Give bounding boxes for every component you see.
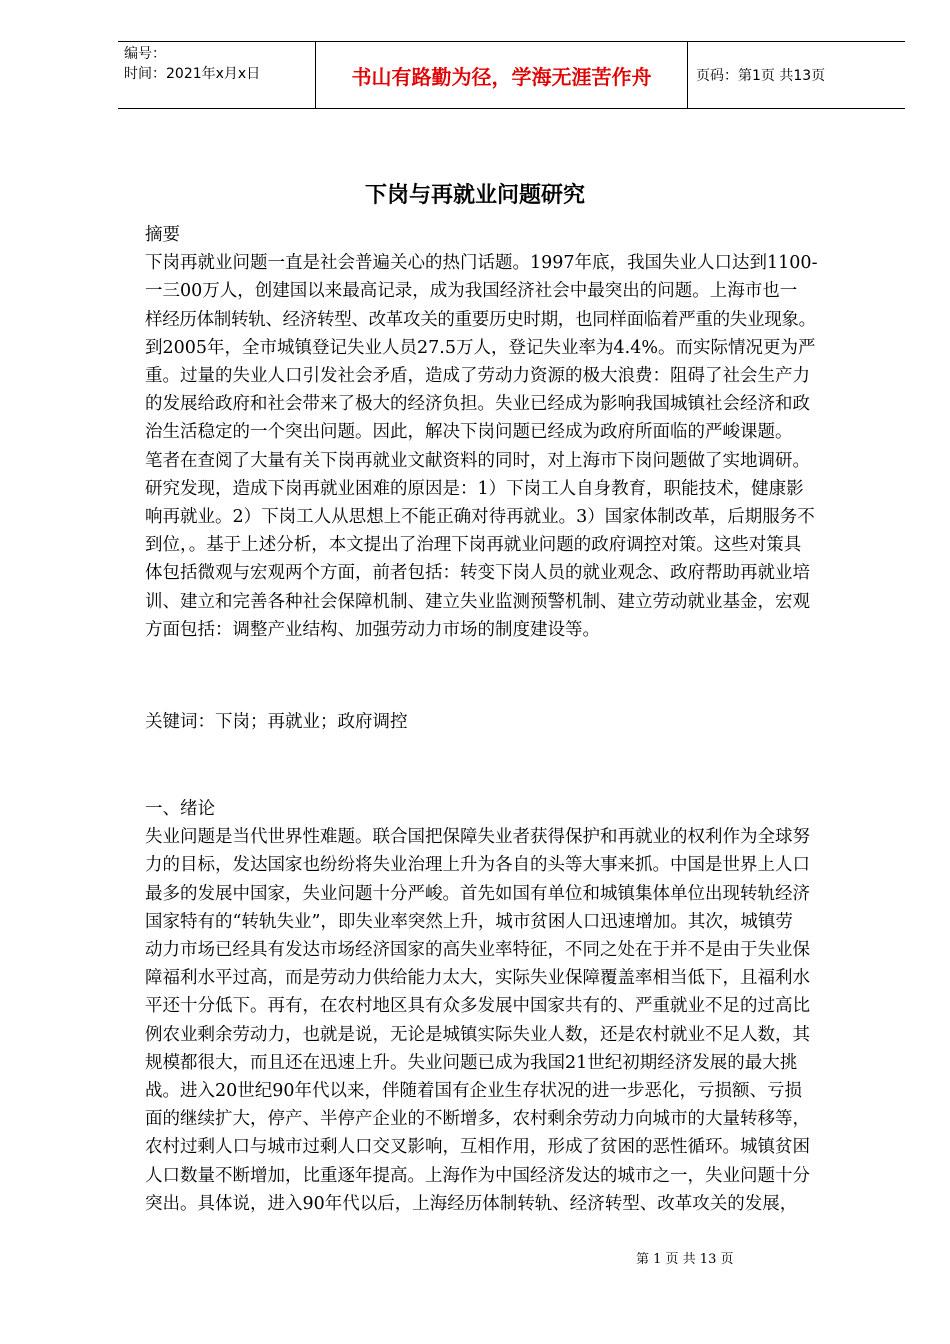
paragraph-line: 最多的发展中国家，失业问题十分严峻。首先如国有单位和城镇集体单位出现转轨经济	[145, 883, 810, 904]
paragraph-line: 到位，。基于上述分析，本文提出了治理下岗再就业问题的政府调控对策。这些对策具	[145, 535, 802, 556]
paragraph-line: 障福利水平过高，而是劳动力供给能力太大，实际失业保障覆盖率相当低下，且福利水	[145, 968, 810, 989]
page-footer: 第 1 页 共 13 页	[636, 1252, 734, 1267]
page-info-text: 页码：第1页 共13页	[696, 68, 826, 84]
paragraph-line: 到2005年，全市城镇登记失业人员27.5万人，登记失业率为4.4%。而实际情况更为严	[145, 337, 816, 358]
abstract-heading: 摘要	[145, 225, 180, 245]
paragraph-line: 力的目标，发达国家也纷纷将失业治理上升为各自的头等大事来抓。中国是世界上人口	[145, 855, 810, 876]
header-page-info	[688, 42, 905, 108]
number-label: 编号：	[124, 46, 166, 62]
paragraph-line: 笔者在查阅了大量有关下岗再就业文献资料的同时，对上海市下岗问题做了实地调研。	[145, 450, 810, 471]
paragraph-line: 例农业剩余劳动力，也就是说，无论是城镇实际失业人数，还是农村就业不足人数，其	[145, 1024, 810, 1045]
paragraph-line: 样经历体制转轨、经济转型、改革攻关的重要历史时期，也同样面临着严重的失业现象。	[145, 309, 816, 330]
header-meta	[118, 42, 315, 108]
abstract-section	[145, 221, 880, 644]
keywords-text: 关键词：下岗；再就业；政府调控	[145, 712, 408, 732]
paragraph-line: 的发展给政府和社会带来了极大的经济负担。失业已经成为影响我国城镇社会经济和政	[145, 394, 810, 415]
document-title: 下岗与再就业问题研究	[364, 183, 585, 208]
paragraph-line: 下岗再就业问题一直是社会普遍关心的热门话题。1997年底，我国失业人口达到1100-	[145, 253, 818, 274]
paragraph-line: 国家特有的“转轨失业”，即失业率突然上升，城市贫困人口迅速增加。其次，城镇劳	[145, 911, 793, 932]
motto-text: 书山有路勤为径，学海无涯苦作舟	[351, 64, 652, 89]
paragraph-line: 平还十分低下。再有，在农村地区具有众多发展中国家共有的、严重就业不足的过高比	[145, 996, 810, 1017]
paragraph-line: 人口数量不断增加，比重逐年提高。上海作为中国经济发达的城市之一，失业问题十分	[145, 1165, 810, 1186]
paragraph-line: 方面包括：调整产业结构、加强劳动力市场的制度建设等。	[145, 619, 600, 640]
paragraph-line: 训、建立和完善各种社会保障机制、建立失业监测预警机制、建立劳动就业基金，宏观	[145, 591, 810, 612]
paragraph-line: 重。过量的失业人口引发社会矛盾，造成了劳动力资源的极大浪费：阻碍了社会生产力	[145, 366, 810, 387]
paragraph-line: 治生活稳定的一个突出问题。因此，解决下岗问题已经成为政府所面临的严峻课题。	[145, 422, 793, 443]
keywords-line	[145, 708, 880, 736]
time-label: 时间：2021年x月x日	[124, 66, 261, 82]
page-header	[118, 41, 905, 109]
header-motto	[315, 42, 688, 108]
paragraph-line: 农村过剩人口与城市过剩人口交叉影响，互相作用，形成了贫困的恶性循环。城镇贫困	[145, 1137, 810, 1158]
paragraph-line: 研究发现，造成下岗再就业困难的原因是：1）下岗工人自身教育，职能技术，健康影	[145, 478, 804, 499]
paragraph-line: 一三00万人，创建国以来最高记录，成为我国经济社会中最突出的问题。上海市也一	[145, 281, 798, 302]
paragraph-line: 动力市场已经具有发达市场经济国家的高失业率特征，不同之处在于并不是由于失业保	[145, 940, 810, 961]
section-heading: 一、绪论	[145, 799, 215, 819]
paragraph-line: 战。进入20世纪90年代以来，伴随着国有企业生存状况的进一步恶化，亏损额、亏损	[145, 1081, 803, 1102]
paragraph-line: 响再就业。2）下岗工人从思想上不能正确对待再就业。3）国家体制改革，后期服务不	[145, 507, 815, 528]
paragraph-line: 失业问题是当代世界性难题。联合国把保障失业者获得保护和再就业的权利作为全球努	[145, 827, 810, 848]
paragraph-line: 突出。具体说，进入90年代以后，上海经历体制转轨、经济转型、改革攻关的发展，	[145, 1193, 798, 1214]
paragraph-line: 体包括微观与宏观两个方面，前者包括：转变下岗人员的就业观念、政府帮助再就业培	[145, 563, 810, 584]
paragraph-line: 面的继续扩大，停产、半停产企业的不断增多，农村剩余劳动力向城市的大量转移等，	[145, 1109, 810, 1130]
section-introduction	[145, 795, 880, 1218]
paragraph-line: 规模都很大，而且还在迅速上升。失业问题已成为我国21世纪初期经济发展的最大挑	[145, 1052, 798, 1073]
